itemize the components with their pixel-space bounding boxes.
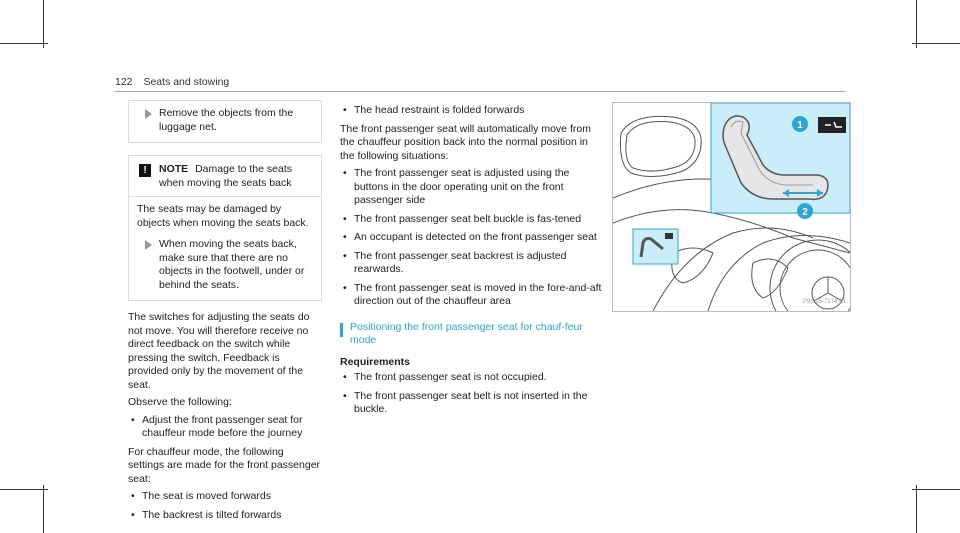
section-heading [340,321,602,348]
door-switch-illustration [612,102,851,312]
heading-bar [340,323,343,337]
bullet-list [340,104,602,118]
list-item: • The front passenger seat belt is not inserted in the buckle. [340,390,602,417]
bullet-list [128,414,322,441]
callout-1-label: 1 [797,120,803,131]
bullet-list [340,371,602,417]
list-item: • An occupant is detected on the front passenger seat [340,231,602,245]
paragraph: The front passenger seat will automatically move from the chauffeur position back into the normal position in the following situations: [340,122,591,162]
paragraph: Observe the following: [128,396,232,408]
list-item: • The front passenger seat is not occupied. [340,371,602,385]
page-header [115,76,229,90]
notice-label: NOTE [159,163,189,175]
crop-mark [0,489,48,490]
step-text: Remove the objects from the luggage net. [159,107,294,133]
notice-body [129,197,321,300]
instruction-step [137,107,313,134]
page-number: 122 [115,76,133,88]
step-arrow-icon [145,240,152,250]
crop-mark [916,485,917,533]
warning-icon: ! [139,164,151,177]
list-item: • The head restraint is folded forwards [340,104,602,118]
crop-mark [912,43,960,44]
luggage-step-box [128,100,322,143]
paragraph: For chauffeur mode, the following settings are made for the front passenger seat: [128,445,321,485]
crop-mark [43,485,44,533]
list-item: • Adjust the front passenger seat for chauffeur mode before the journey [128,414,322,441]
requirements-heading: Requirements [340,355,411,368]
list-item: • The seat is moved forwards [128,490,322,504]
list-item: • The front passenger seat belt buckle is fas-tened [340,213,602,227]
notice-header [129,156,321,197]
header-divider [115,91,845,92]
section-heading-text: Positioning the front passenger seat for chauf-feur mode [350,320,583,346]
middle-column [340,100,602,422]
bullet-list [340,167,602,309]
step-arrow-icon [145,109,152,119]
section-name: Seats and stowing [143,76,230,88]
notice-text: The seats may be damaged by objects when moving the seats back. [137,203,309,229]
crop-mark [43,0,44,48]
list-item: • The front passenger seat is adjusted using the buttons in the door operating unit on the front passenger side [340,167,602,208]
left-column [128,100,322,527]
instruction-step [137,238,313,292]
notice-title: Damage to the seats when moving the seats back [159,163,292,189]
figure-id: P91.15-7174-31 [802,298,846,305]
bullet-list [128,490,322,522]
list-item: • The front passenger seat backrest is adjusted rearwards. [340,250,602,277]
callout-2-label: 2 [802,207,808,218]
illustration-svg [613,103,850,311]
notice-box [128,155,322,301]
seat-symbol-icon [818,117,846,133]
step-text: When moving the seats back, make sure that there are no objects in the footwell, under or behind the seats. [159,238,305,291]
list-item: • The backrest is tilted forwards [128,509,322,523]
crop-mark [0,43,48,44]
crop-mark [912,489,960,490]
list-item: • The front passenger seat is moved in the fore-and-aft direction out of the chauffeur area [340,282,602,309]
paragraph: The switches for adjusting the seats do not move. You will therefore receive no direct feedback on the switch while pressing the switch. Feedback is provided only by the movement of the seat. [128,311,310,391]
crop-mark [916,0,917,48]
